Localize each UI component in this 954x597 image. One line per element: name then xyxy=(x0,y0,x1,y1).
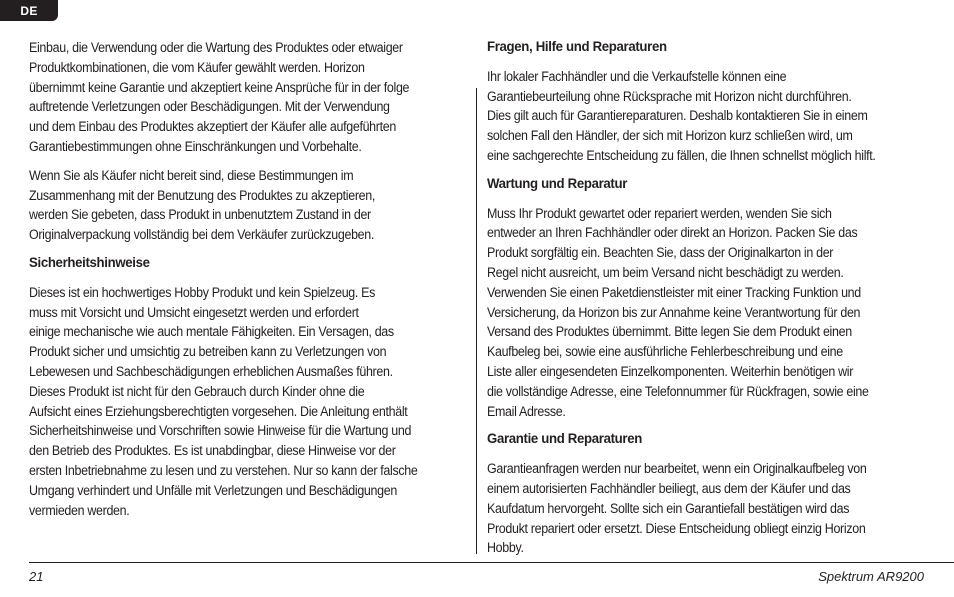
warranty-body: Garantieanfragen werden nur bearbeitet, wenn ein Originalkaufbeleg von einem autorisierten Fachhändler beiliegt, aus dem der Käufer und das Kaufdatum hervorgeht. Sollte sich ein Garantiefall bestätigen wird das Produkt repariert oder ersetzt. Diese Entscheidung obliegt einzig Horizon Hobby. xyxy=(487,461,867,556)
safety-body: Dieses ist ein hochwertiges Hobby Produkt und kein Spielzeug. Es muss mit Vorsicht und Umsicht eingesetzt werden und erfordert einige mechanische wie auch mentale Fähigkeiten. Ein Versagen, das Produkt sicher und umsichtig zu betreiben kann zu Verletzungen von Lebewesen und Sachbeschädigungen erheblichen Ausmaßes führen. Dieses Produkt ist nicht für den Gebrauch durch Kinder ohne die Aufsicht eines Erziehungsberechtigten vorgesehen. Die Anleitung enthält Sicherheitshinweise und Vorschriften sowie Hinweise für die Wartung und den Betrieb des Produktes. Es ist unabdingbar, diese Hinweise vor der ersten Inbetriebnahme zu lesen und zu verstehen. Nur so kann der falsche Umgang verhindert und Unfälle mit Verletzungen und Beschädigungen vermieden werden. xyxy=(29,284,418,518)
questions-body: Ihr lokaler Fachhändler und die Verkaufstelle können eine Garantiebeurteilung ohne Rücksprache mit Horizon nicht durchführen. Dies gilt auch für Garantiereparaturen. Deshalb kontaktieren Sie in einem solchen Fall den Händler, der sich mit Horizon kurz schließen wird, um eine sachgerechte Entscheidung zu fällen, die Ihnen schnellst möglich hilft. xyxy=(487,68,876,163)
safety-heading: Sicherheitshinweise xyxy=(29,254,150,271)
maintenance-heading: Wartung und Reparatur xyxy=(487,175,628,192)
warranty-heading: Garantie und Reparaturen xyxy=(487,431,642,448)
maintenance-section xyxy=(487,175,922,422)
column-divider xyxy=(476,88,477,554)
safety-section xyxy=(29,254,466,520)
language-tab xyxy=(0,0,58,21)
warranty-disclaimer-paragraph: Einbau, die Verwendung oder die Wartung des Produktes oder etwaiger Produktkombinationen, die vom Käufer gewählt werden. Horizon übernimmt keine Garantie und akzeptiert keine Ansprüche für in der folge auftretende Verletzungen oder Beschädigungen. Mit der Verwendung und dem Einbau des Produktes akzeptiert der Käufer alle aufgeführten Garantiebestimmungen ohne Einschränkungen und Vorbehalte. xyxy=(29,40,410,154)
questions-section xyxy=(487,38,922,166)
return-policy-paragraph: Wenn Sie als Käufer nicht bereit sind, diese Bestimmungen im Zusammenhang mit der Benutzung des Produktes zu akzeptieren, werden Sie gebeten, dass Produkt in unbenutztem Zustand in der Originalverpackung vollständig bei dem Verkäufer zurückzugeben. xyxy=(29,167,375,243)
maintenance-body: Muss Ihr Produkt gewartet oder repariert werden, wenden Sie sich entweder an Ihren Fachhändler oder direkt an Horizon. Packen Sie das Produkt sorgfältig ein. Beachten Sie, dass der Originalkarton in der Regel nicht ausreicht, um beim Versand nicht beschädigt zu werden. Verwenden Sie einen Paketdienstleister mit einer Tracking Funktion und Versicherung, da Horizon bis zur Annahme keine Verantwortung für den Versand des Produktes übernimmt. Bitte legen Sie dem Produkt einen Kaufbeleg bei, sowie eine ausführliche Fehlerbeschreibung und eine Liste aller eingesendeten Einzelkomponenten. Weiterhin benötigen wir die vollständige Adresse, eine Telefonnummer für Rückfragen, sowie eine Email Adresse. xyxy=(487,205,869,419)
warranty-section xyxy=(487,430,922,558)
language-tab-label: DE xyxy=(20,3,38,18)
footer-rule xyxy=(29,562,954,563)
left-column xyxy=(29,38,466,520)
questions-heading: Fragen, Hilfe und Reparaturen xyxy=(487,39,667,55)
product-name: Spektrum AR9200 xyxy=(818,569,924,584)
page-number: 21 xyxy=(29,569,44,584)
right-column xyxy=(487,38,922,558)
